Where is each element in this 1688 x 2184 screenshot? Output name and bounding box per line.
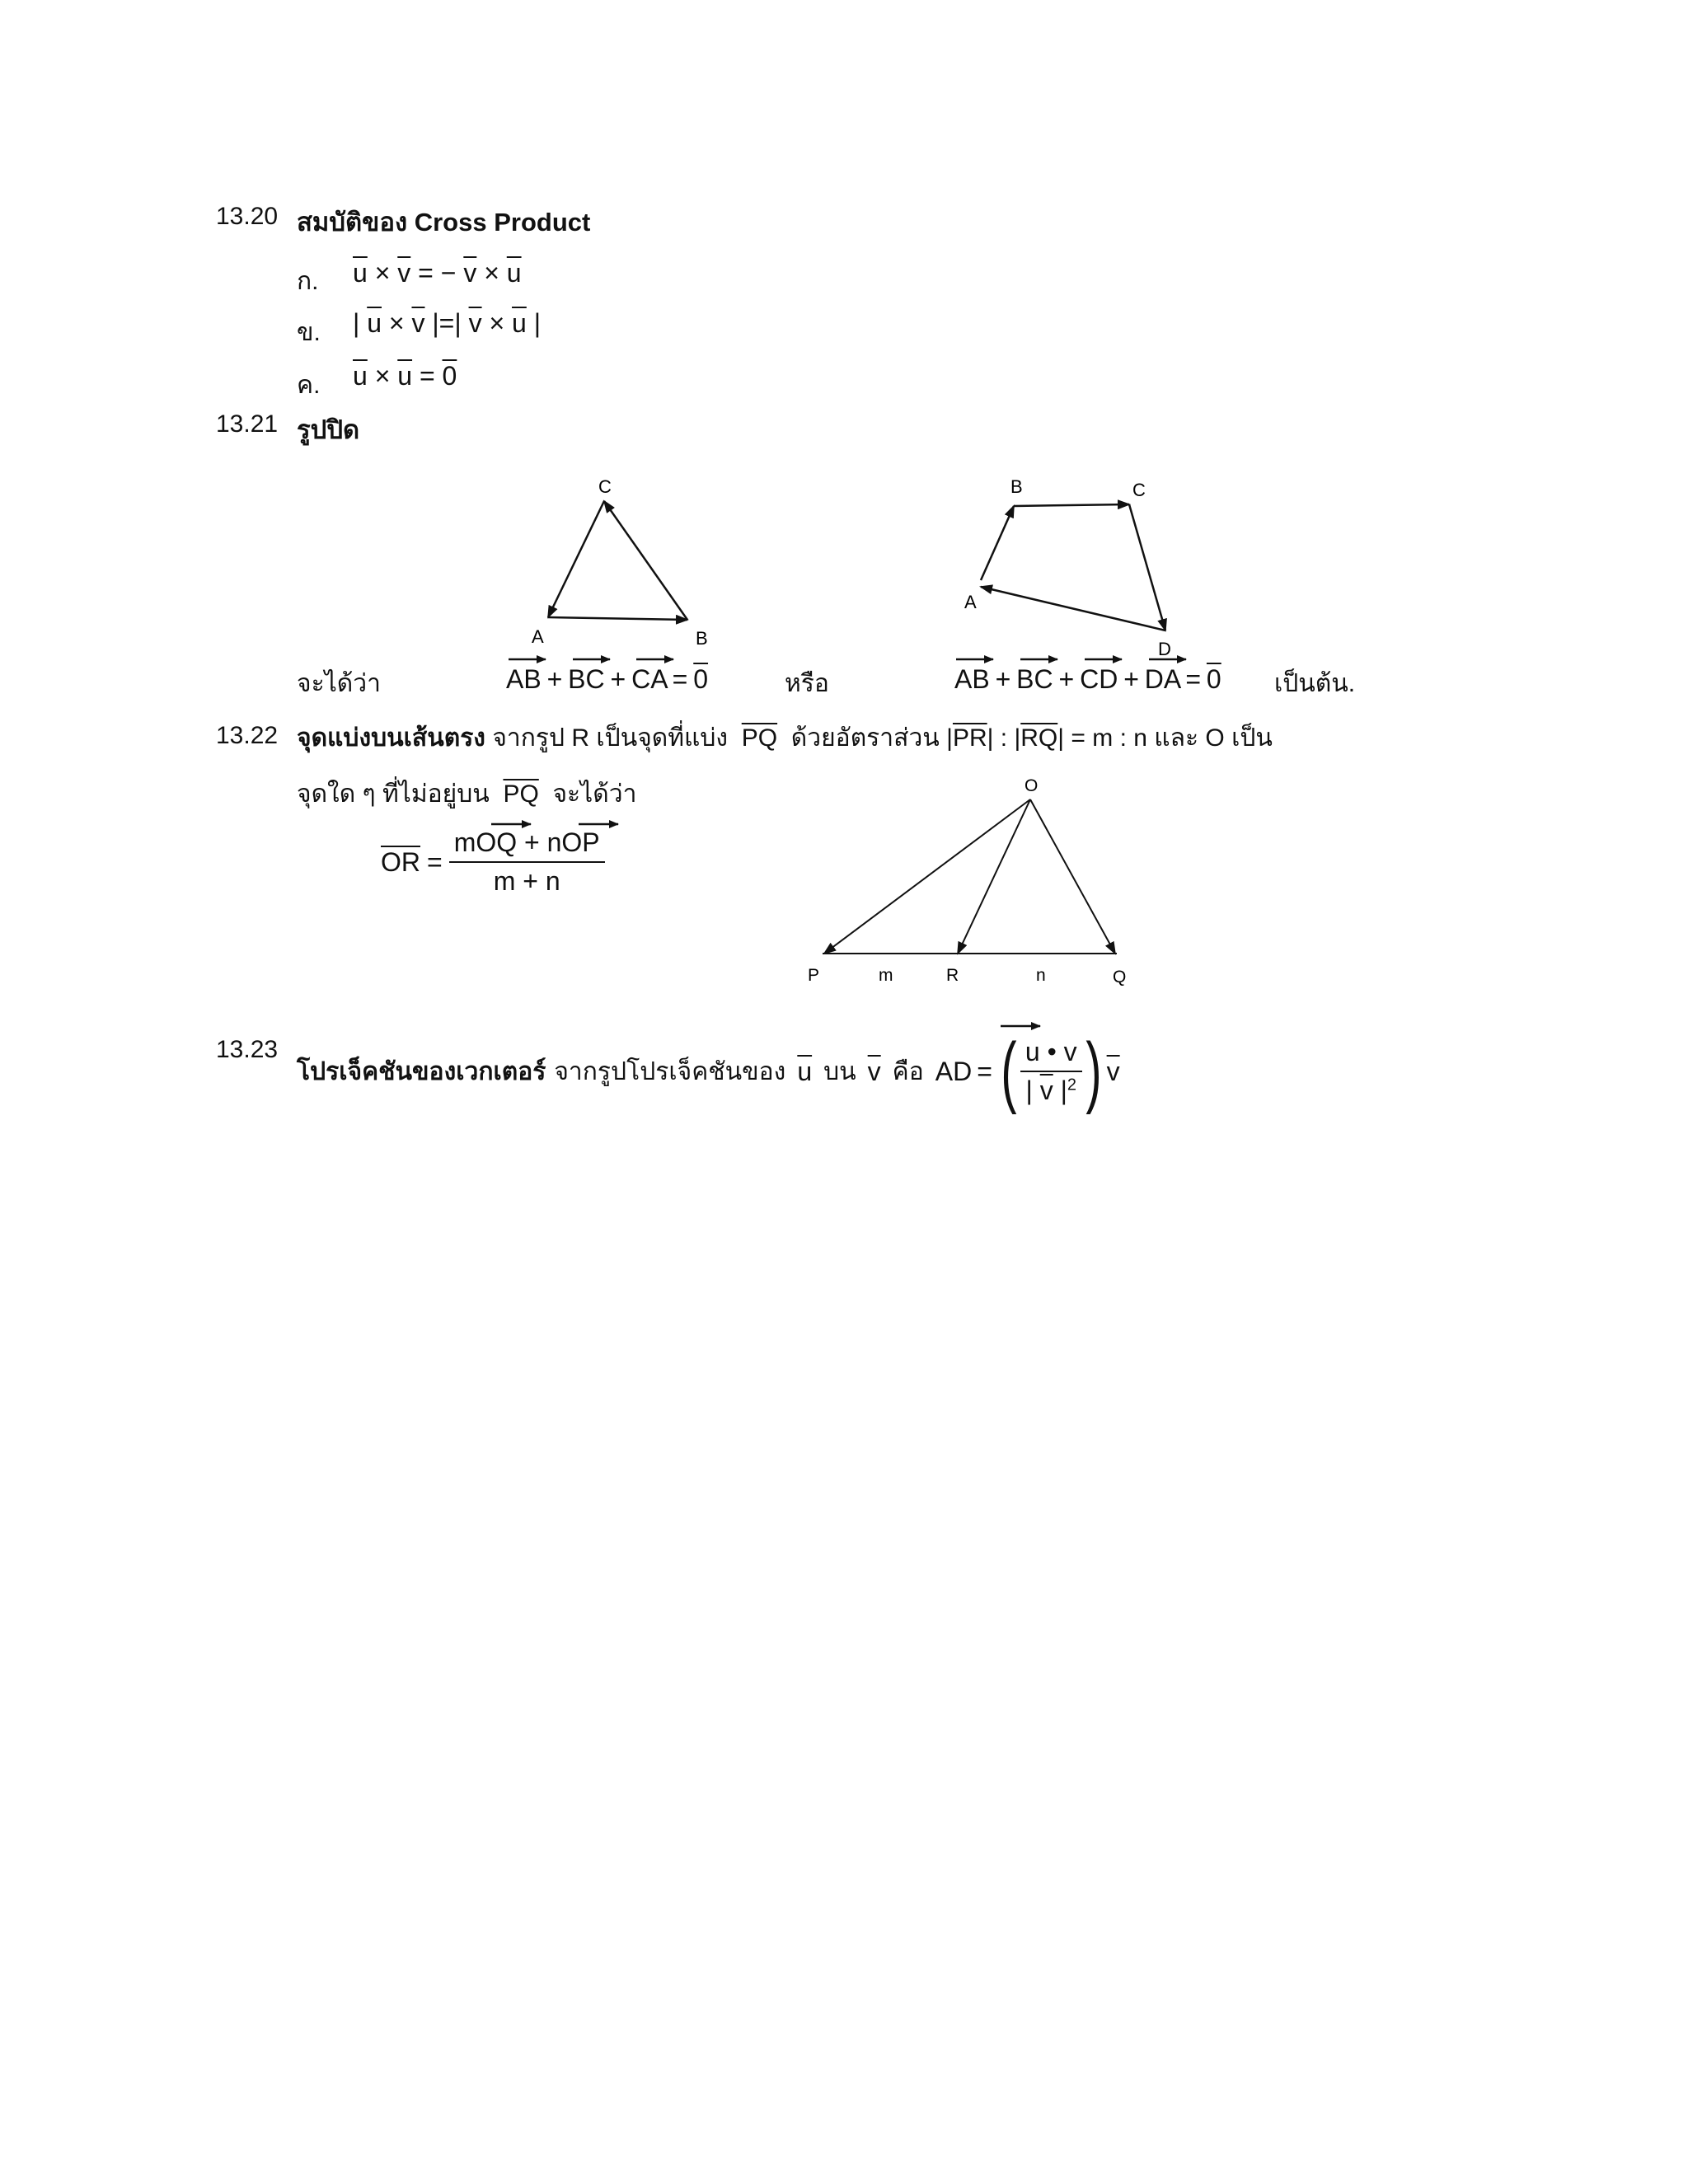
- equals: =: [1185, 664, 1202, 694]
- vector-cd: [1129, 504, 1165, 630]
- exponent: 2: [1067, 1076, 1077, 1094]
- vector-ca: [548, 501, 604, 617]
- label-c: C: [1132, 480, 1146, 500]
- plus-sign: +: [524, 827, 540, 857]
- cross-symbol: ×: [374, 258, 391, 288]
- vector-ab: [548, 617, 687, 620]
- vector-or: $\overline{OR}$: [381, 846, 420, 877]
- vector-ab: AB: [506, 664, 542, 694]
- section-13-22-line1: จุดแบ่งบนเส้นตรง จากรูป R เป็นจุดที่แบ่ง $\overline{PQ}$ ด้วยอัตราส่วน $|\overline{PR}|$ : $|\overline{RQ}| = m$ : n และ O เป็น: [297, 724, 1273, 752]
- zero-vector: 0: [1206, 664, 1221, 694]
- vector-v: $\overline{v}$: [1039, 1076, 1053, 1105]
- equation-prefix: จะได้ว่า: [297, 670, 381, 697]
- vector-v: $\overline{v}$: [411, 308, 425, 338]
- vector-u: $\overline{u}$: [512, 308, 527, 338]
- length-pr: $\overline{PR}$: [952, 724, 987, 752]
- denominator: m + n: [493, 866, 560, 896]
- cross-symbol: ×: [388, 308, 405, 338]
- equals-minus: = −: [418, 258, 457, 288]
- body-text: จากรูปโปรเจ็คชันของ: [554, 1057, 786, 1085]
- vector-v: $\overline{v}$: [1106, 1056, 1120, 1086]
- body-text: จะได้ว่า: [552, 780, 637, 808]
- plus-sign: +: [1123, 664, 1139, 694]
- numerator: [449, 827, 605, 863]
- vector-v: $\overline{v}$: [867, 1056, 881, 1086]
- plus-sign: +: [1058, 664, 1075, 694]
- body-text: จุดใด ๆ ที่ไม่อยู่บน: [297, 780, 490, 808]
- fraction: [449, 827, 605, 897]
- vector-u: $\overline{u}$: [367, 308, 382, 338]
- label-c: C: [598, 476, 612, 497]
- item-label-ko: ก.: [297, 268, 319, 295]
- vector-u: $\overline{u}$: [353, 258, 368, 288]
- zero-vector: 0: [442, 361, 457, 391]
- vector-oq: OQ: [476, 827, 518, 857]
- label-a: A: [532, 626, 544, 647]
- label-m: m: [879, 966, 893, 985]
- numerator: u • v: [1020, 1037, 1082, 1072]
- vector-cd: CD: [1080, 664, 1118, 694]
- section-number-13-21: 13.21: [216, 410, 279, 438]
- equals: =: [672, 664, 688, 694]
- section-number-13-22: 13.22: [216, 722, 279, 749]
- vector-bc: [604, 501, 687, 620]
- vector-oq: [1030, 799, 1115, 954]
- triangle-figure: [532, 476, 708, 649]
- vector-ad: AD: [935, 1056, 973, 1086]
- equals: =: [419, 361, 435, 391]
- vector-or: [958, 799, 1030, 954]
- body-text: ด้วยอัตราส่วน: [790, 724, 940, 752]
- vector-ab: AB: [954, 664, 990, 694]
- section-title-section-formula: จุดแบ่งบนเส้นตรง: [297, 724, 485, 752]
- section-title-cross-product: สมบัติของ Cross Product: [297, 208, 591, 237]
- label-d: D: [1158, 639, 1171, 659]
- vector-u: $\overline{u}$: [397, 361, 413, 391]
- section-title-projection: โปรเจ็คชันของเวกเตอร์: [297, 1057, 546, 1085]
- label-q: Q: [1113, 968, 1127, 987]
- section-formula: [381, 827, 605, 897]
- triangle-vector-sum: [506, 664, 708, 695]
- cross-symbol: ×: [489, 308, 505, 338]
- vector-op: OP: [561, 827, 600, 857]
- right-paren: ): [1085, 1027, 1102, 1115]
- vector-ab: [981, 506, 1014, 580]
- plus-sign: +: [610, 664, 626, 694]
- item-label-kho-khwai: ค.: [297, 372, 321, 399]
- abs-bar: |: [353, 308, 360, 338]
- body-text: คือ: [892, 1057, 924, 1085]
- vector-v: $\overline{v}$: [468, 308, 482, 338]
- label-b: B: [696, 628, 708, 649]
- section-13-23-line: [297, 1027, 1120, 1115]
- length-rq: $\overline{RQ}$: [1020, 724, 1058, 752]
- coef-m: m: [453, 827, 476, 857]
- vector-da: [981, 587, 1165, 630]
- section-formula-figure: [808, 776, 1126, 987]
- abs-equals: |=|: [432, 308, 462, 338]
- cross-symbol: ×: [374, 361, 391, 391]
- equals: =: [977, 1056, 992, 1086]
- vector-bc: BC: [568, 664, 605, 694]
- section-title-closed-figure: รูปปิด: [297, 415, 360, 444]
- segment-pq: $\overline{PQ}$: [503, 780, 539, 808]
- coef-n: n: [546, 827, 562, 857]
- zero-vector: 0: [693, 664, 709, 694]
- vector-bc: BC: [1016, 664, 1053, 694]
- vector-ca: CA: [631, 664, 667, 694]
- body-text: บน: [823, 1057, 856, 1085]
- label-b: B: [1010, 476, 1023, 497]
- label-o: O: [1025, 776, 1039, 795]
- plus-sign: +: [995, 664, 1011, 694]
- vector-bc: [1014, 504, 1129, 506]
- item-label-kho: ข.: [297, 319, 321, 346]
- label-p: P: [808, 966, 820, 985]
- vector-u: $\overline{u}$: [353, 361, 368, 391]
- vector-op: [824, 799, 1030, 954]
- vector-u: $\overline{u}$: [797, 1056, 813, 1086]
- colon: :: [1000, 724, 1008, 752]
- abs-bar: |: [533, 308, 542, 338]
- quadrilateral-vector-sum: [954, 664, 1221, 695]
- left-paren: (: [1001, 1027, 1017, 1115]
- vector-v: $\overline{v}$: [463, 258, 477, 288]
- equation-suffix: เป็นต้น.: [1274, 670, 1356, 697]
- or-word: หรือ: [785, 670, 829, 697]
- projection-fraction: [1020, 1037, 1082, 1106]
- label-r: R: [946, 966, 959, 985]
- section-number-13-23: 13.23: [216, 1036, 279, 1063]
- plus-sign: +: [546, 664, 563, 694]
- label-n: n: [1036, 966, 1046, 985]
- equals: =: [427, 846, 443, 877]
- label-a: A: [964, 592, 977, 612]
- segment-pq: $\overline{PQ}$: [741, 724, 778, 752]
- ratio-text: = m : n และ O เป็น: [1071, 724, 1273, 752]
- cross-symbol: ×: [484, 258, 499, 288]
- vector-u: $\overline{u}$: [506, 258, 522, 288]
- section-number-13-20: 13.20: [216, 203, 279, 230]
- denominator: | $\overline{v}$ $|^2$: [1025, 1076, 1077, 1105]
- section-13-22-line2: [297, 775, 636, 813]
- body-text: จากรูป R เป็นจุดที่แบ่ง: [492, 724, 729, 752]
- quadrilateral-figure: [964, 476, 1171, 659]
- vector-v: $\overline{v}$: [397, 258, 411, 288]
- vector-da: DA: [1144, 664, 1180, 694]
